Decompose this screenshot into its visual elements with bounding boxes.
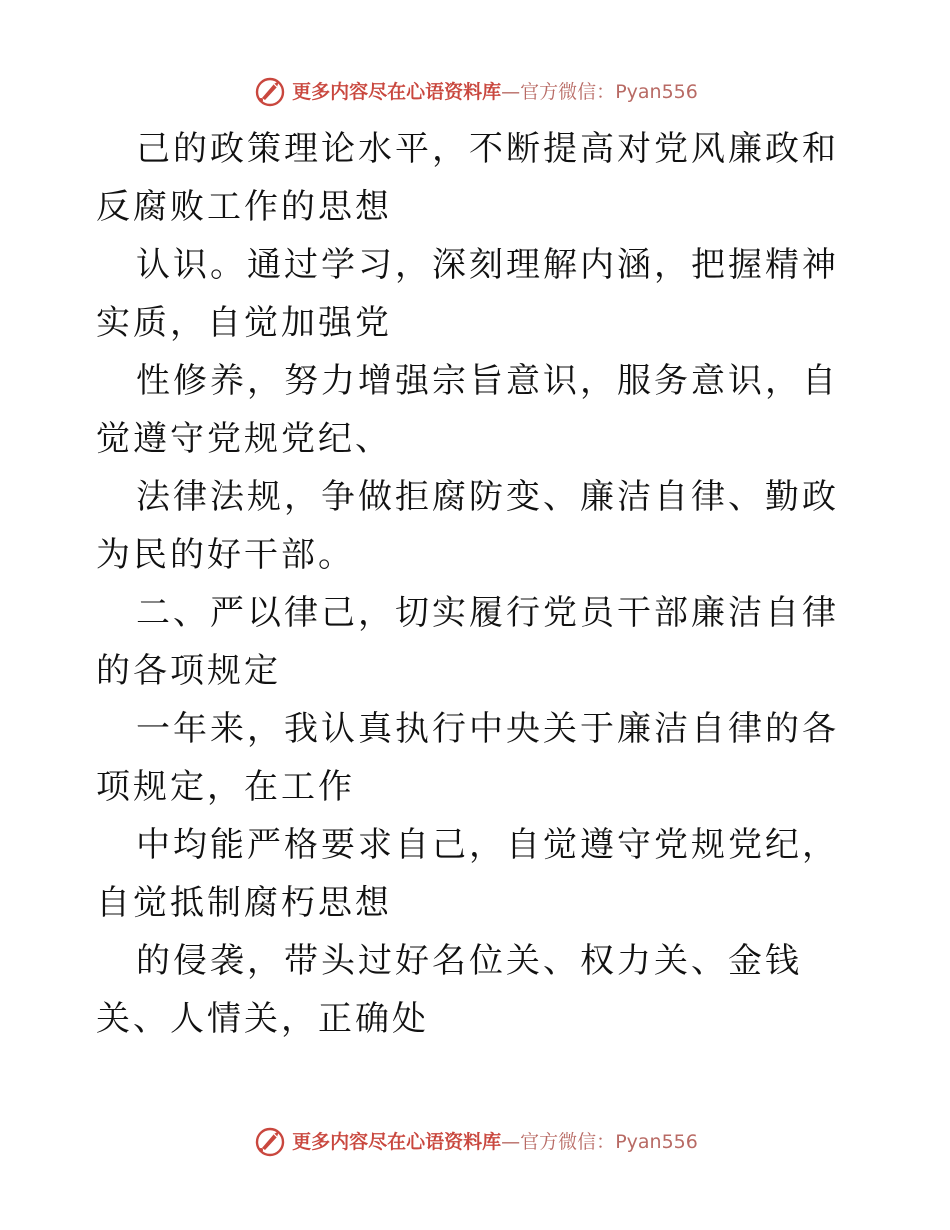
paragraph: 认识。通过学习，深刻理解内涵，把握精神实质，自觉加强党 <box>96 245 839 343</box>
section-heading: 二、严以律己，切实履行党员干部廉洁自律的各项规定 <box>96 593 839 691</box>
watermark-text <box>292 77 698 104</box>
pen-nib-logo-icon <box>252 72 288 108</box>
document-body <box>96 120 866 1048</box>
watermark-wechat-id: Pyan556 <box>615 80 698 103</box>
watermark-wechat-id: Pyan556 <box>615 1130 698 1153</box>
paragraph: 的侵袭，带头过好名位关、权力关、金钱关、人情关，正确处 <box>96 941 802 1039</box>
watermark-site-text: 更多内容尽在心语资料库 <box>292 80 502 103</box>
header-watermark <box>0 70 950 110</box>
paragraph: 一年来，我认真执行中央关于廉洁自律的各项规定，在工作 <box>96 709 839 807</box>
paragraph: 中均能严格要求自己，自觉遵守党规党纪，自觉抵制腐朽思想 <box>96 825 839 923</box>
watermark-wechat-label: 官方微信： <box>520 80 616 103</box>
paragraph: 己的政策理论水平，不断提高对党风廉政和反腐败工作的思想 <box>96 129 839 227</box>
watermark-text <box>292 1127 698 1154</box>
paragraph: 性修养，努力增强宗旨意识，服务意识，自觉遵守党规党纪、 <box>96 361 839 459</box>
watermark-site-text: 更多内容尽在心语资料库 <box>292 1130 502 1153</box>
paragraph: 法律法规，争做拒腐防变、廉洁自律、勤政为民的好干部。 <box>96 477 839 575</box>
footer-watermark <box>0 1120 950 1160</box>
watermark-dash: — <box>501 1130 521 1153</box>
watermark-dash: — <box>501 80 521 103</box>
watermark-wechat-label: 官方微信： <box>520 1130 616 1153</box>
pen-nib-logo-icon <box>252 1122 288 1158</box>
